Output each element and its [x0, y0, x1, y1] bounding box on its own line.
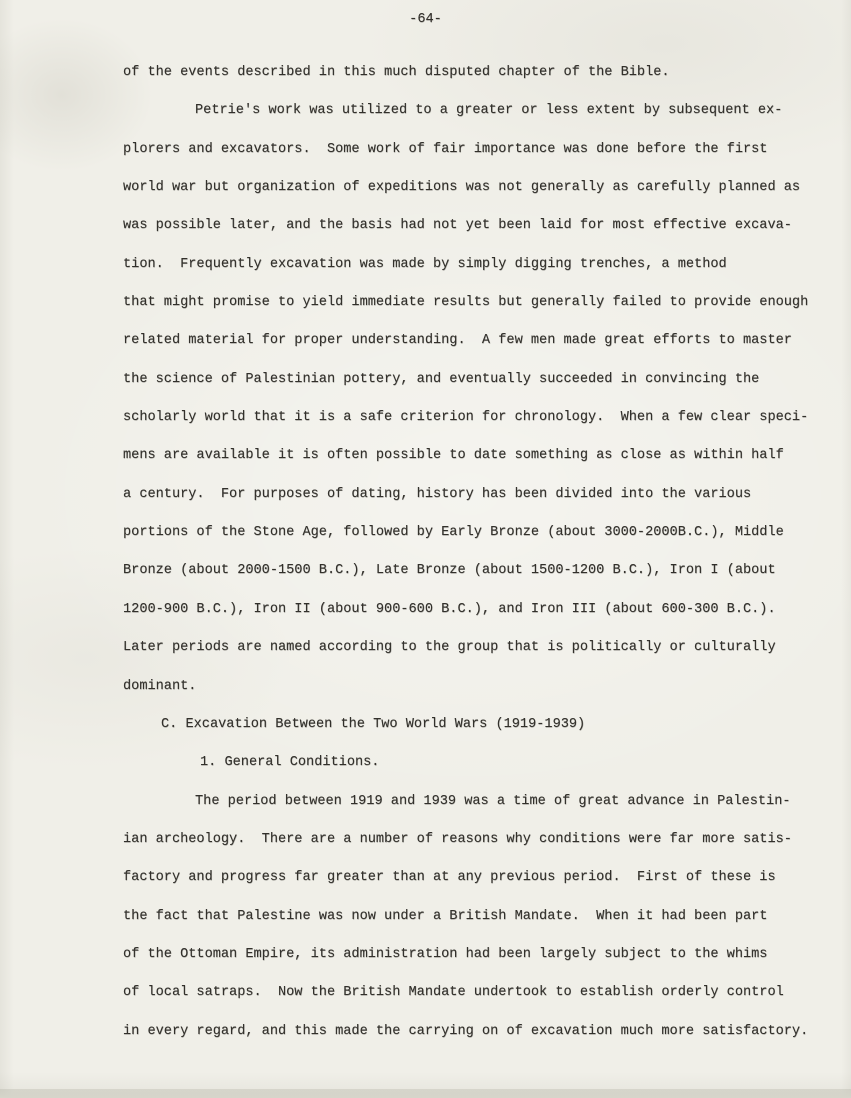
- text-line: was possible later, and the basis had not yet been laid for most effective excava-: [123, 218, 792, 234]
- text-line: portions of the Stone Age, followed by Early Bronze (about 3000-2000B.C.), Middle: [123, 525, 784, 541]
- text-line: dominant.: [123, 678, 197, 694]
- text-line: related material for proper understanding. A few men made great efforts to master: [123, 333, 792, 349]
- text-line: of the events described in this much disputed chapter of the Bible.: [123, 65, 670, 80]
- text-line: mens are available it is often possible to date something as close as within half: [123, 448, 784, 464]
- text-line: of the Ottoman Empire, its administration had been largely subject to the whims: [123, 946, 768, 962]
- text-line: in every regard, and this made the carrying on of excavation much more satisfactory.: [123, 1023, 809, 1039]
- text-line: scholarly world that it is a safe criterion for chronology. When a few clear speci-: [123, 410, 809, 426]
- text-line: 1. General Conditions.: [200, 755, 380, 771]
- text-line: C. Excavation Between the Two World Wars (1919-1939): [161, 716, 586, 732]
- text-line: 1200-900 B.C.), Iron II (about 900-600 B.C.), and Iron III (about 600-300 B.C.).: [123, 601, 776, 617]
- text-line: Petrie's work was utilized to a greater or less extent by subsequent ex-: [195, 103, 783, 119]
- page-body: [123, 54, 833, 1051]
- text-line: that might promise to yield immediate results but generally failed to provide enough: [123, 295, 809, 311]
- text-line: of local satraps. Now the British Mandate undertook to establish orderly control: [123, 985, 784, 1001]
- text-line: plorers and excavators. Some work of fair importance was done before the first: [123, 141, 768, 157]
- text-line: world war but organization of expeditions was not generally as carefully planned as: [123, 180, 801, 196]
- text-line: Later periods are named according to the group that is politically or culturally: [123, 640, 776, 656]
- text-line: the fact that Palestine was now under a British Mandate. When it had been part: [123, 908, 768, 924]
- text-line: Bronze (about 2000-1500 B.C.), Late Bronze (about 1500-1200 B.C.), Iron I (about: [123, 563, 776, 579]
- text-line: a century. For purposes of dating, history has been divided into the various: [123, 486, 752, 502]
- text-line: ian archeology. There are a number of reasons why conditions were far more satis-: [123, 831, 792, 847]
- text-line: factory and progress far greater than at any previous period. First of these is: [123, 870, 776, 886]
- text-line: tion. Frequently excavation was made by simply digging trenches, a method: [123, 256, 727, 272]
- page-number: -64-: [409, 12, 442, 27]
- text-line: The period between 1919 and 1939 was a time of great advance in Palestin-: [195, 793, 791, 809]
- scan-bottom-edge: [0, 1089, 851, 1098]
- text-line: the science of Palestinian pottery, and eventually succeeded in convincing the: [123, 371, 760, 387]
